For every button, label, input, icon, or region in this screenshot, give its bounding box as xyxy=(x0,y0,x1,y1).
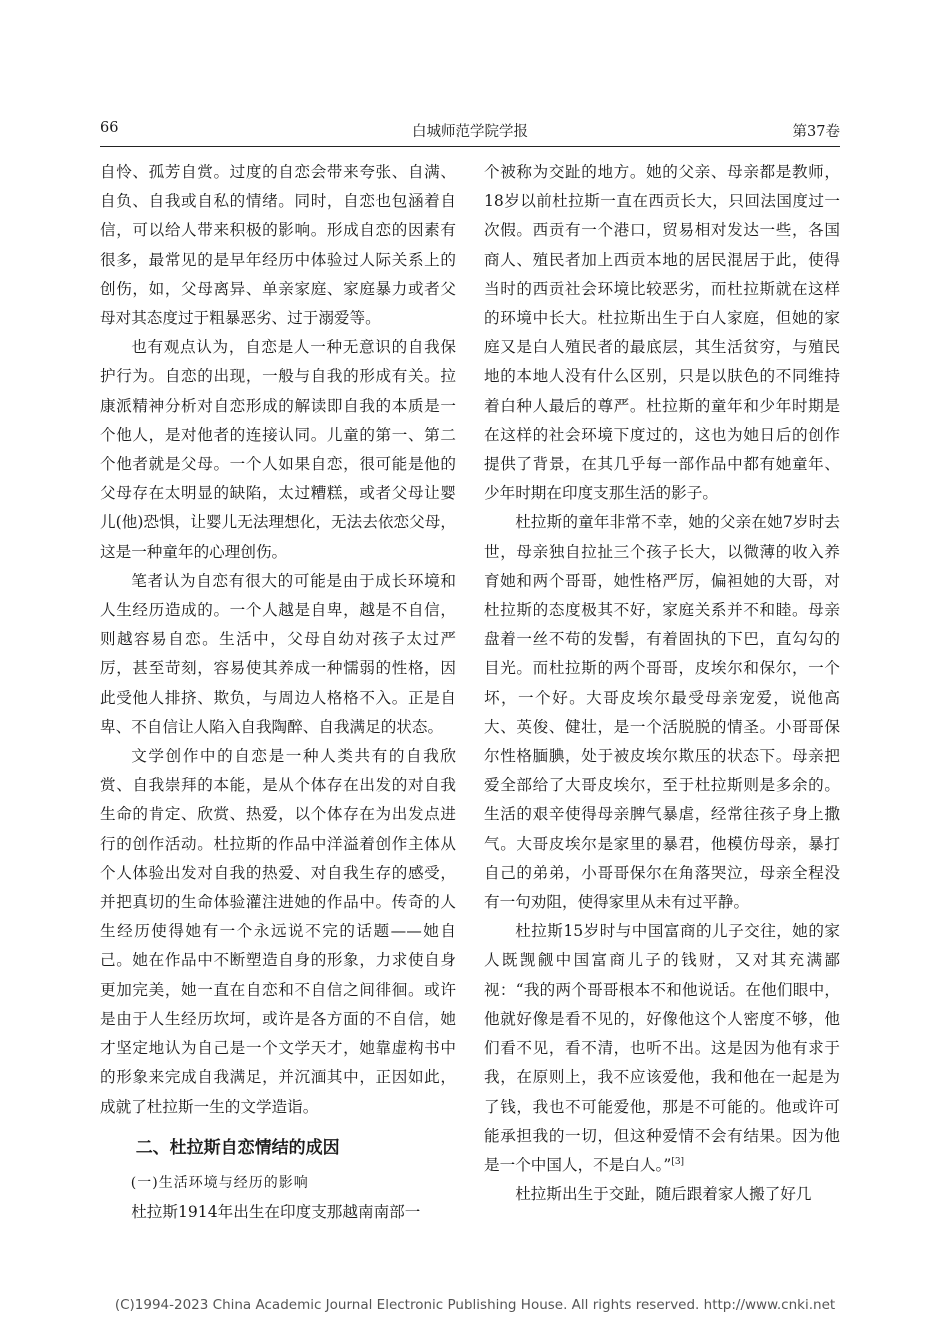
paragraph-with-citation xyxy=(484,917,840,1180)
page-number: 66 xyxy=(100,120,119,136)
left-column xyxy=(100,158,456,1227)
section-heading: 二、杜拉斯自恋情结的成因 xyxy=(135,1137,340,1158)
header-rule xyxy=(100,146,840,147)
paragraph: 个被称为交趾的地方。她的父亲、母亲都是教师，18岁以前杜拉斯一直在西贡长大，只回法国度过一次假。西贡有一个港口，贸易相对发达一些，各国商人、殖民者加上西贡本地的居民混居于此，使得当时的西贡社会环境比较恶劣，而杜拉斯就在这样的环境中长大。杜拉斯出生于白人家庭，但她的家庭又是白人殖民者的最底层，其生活贫穷，与殖民地的本地人没有什么区别，只是以肤色的不同维持着白种人最后的尊严。杜拉斯的童年和少年时期是在这样的社会环境下度过的，这也为她日后的创作提供了背景，在其几乎每一部作品中都有她童年、少年时期在印度支那生活的影子。 xyxy=(484,163,840,503)
paragraph: 自怜、孤芳自赏。过度的自恋会带来夸张、自满、自负、自我或自私的情绪。同时，自恋也包涵着自信，可以给人带来积极的影响。形成自恋的因素有很多，最常见的是早年经历中体验过人际关系上的创伤，如，父母离异、单亲家庭、家庭暴力或者父母对其态度过于粗暴恶劣、过于溺爱等。 xyxy=(100,163,456,328)
copyright-footer: (C)1994-2023 China Academic Journal Electronic Publishing House. All rights reserved. http://www.cnki.net xyxy=(114,1297,836,1313)
paragraph-text: 杜拉斯15岁时与中国富商的儿子交往，她的家人既觊觎中国富商儿子的钱财，又对其充满鄙视：“我的两个哥哥根本不和他说话。在他们眼中，他就好像是看不见的，好像他这个人密度不够，他们看不见，看不清，也听不出。这是因为他有求于我，在原则上，我不应该爱他，我和他在一起是为了钱，我也不可能爱他，那是不可能的。他或许可能承担我的一切，但这种爱情不会有结果。因为他是一个中国人，不是白人。” xyxy=(484,922,840,1174)
page-header xyxy=(100,120,840,144)
volume-label: 第37卷 xyxy=(792,124,840,140)
paragraph: 也有观点认为，自恋是人一种无意识的自我保护行为。自恋的出现，一般与自我的形成有关。拉康派精神分析对自恋形成的解读即自我的本质是一个他人，是对他者的连接认同。儿童的第一、第二个他者就是父母。一个人如果自恋，很可能是他的父母存在太明显的缺陷，太过糟糕，或者父母让婴儿(他)恐惧，让婴儿无法理想化，无法去依恋父母，这是一种童年的心理创伤。 xyxy=(100,338,456,561)
paragraph: 杜拉斯1914年出生在印度支那越南南部一 xyxy=(131,1202,421,1221)
paragraph: 笔者认为自恋有很大的可能是由于成长环境和人生经历造成的。一个人越是自卑，越是不自信，则越容易自恋。生活中，父母自幼对孩子太过严厉，甚至苛刻，容易使其养成一种懦弱的性格，因此受他人排挤、欺负，与周边人格格不入。正是自卑、不自信让人陷入自我陶醉、自我满足的状态。 xyxy=(100,571,456,736)
paragraph: 文学创作中的自恋是一种人类共有的自我欣赏、自我崇拜的本能，是从个体存在出发的对自我生命的肯定、欣赏、热爱，以个体存在为出发点进行的创作活动。杜拉斯的作品中洋溢着创作主体从个人体验出发对自我的热爱、对自我生存的感受，并把真切的生命体验灌注进她的作品中。传奇的人生经历使得她有一个永远说不完的话题——她自己。她在作品中不断塑造自身的形象，力求使自身更加完美，她一直在自恋和不自信之间徘徊。或许是由于人生经历坎坷，或许是各方面的不自信，她才坚定地认为自己是一个文学天才，她靠虚构书中的形象来完成自我满足，并沉湎其中，正因如此，成就了杜拉斯一生的文学造诣。 xyxy=(100,747,456,1116)
subsection-heading: (一)生活环境与经历的影响 xyxy=(130,1174,309,1191)
right-column xyxy=(484,158,840,1209)
paragraph: 杜拉斯的童年非常不幸，她的父亲在她7岁时去世，母亲独自拉扯三个孩子长大，以微薄的收入养育她和两个哥哥，她性格严厉，偏袒她的大哥，对杜拉斯的态度极其不好，家庭关系并不和睦。母亲盘着一丝不苟的发髻，有着固执的下巴，直勾勾的目光。而杜拉斯的两个哥哥，皮埃尔和保尔，一个坏，一个好。大哥皮埃尔最受母亲宠爱，说他高大、英俊、健壮，是一个活脱脱的情圣。小哥哥保尔性格腼腆，处于被皮埃尔欺压的状态下。母亲把爱全部给了大哥皮埃尔，至于杜拉斯则是多余的。生活的艰辛使得母亲脾气暴虐，经常往孩子身上撒气。大哥皮埃尔是家里的暴君，他模仿母亲，暴打自己的弟弟，小哥哥保尔在角落哭泣，母亲全程没有一句劝阻，使得家里从未有过平静。 xyxy=(484,513,840,912)
citation-marker: [3] xyxy=(671,1156,685,1167)
paragraph: 杜拉斯出生于交趾，随后跟着家人搬了好几 xyxy=(515,1185,812,1204)
journal-title: 白城师范学院学报 xyxy=(412,124,528,140)
